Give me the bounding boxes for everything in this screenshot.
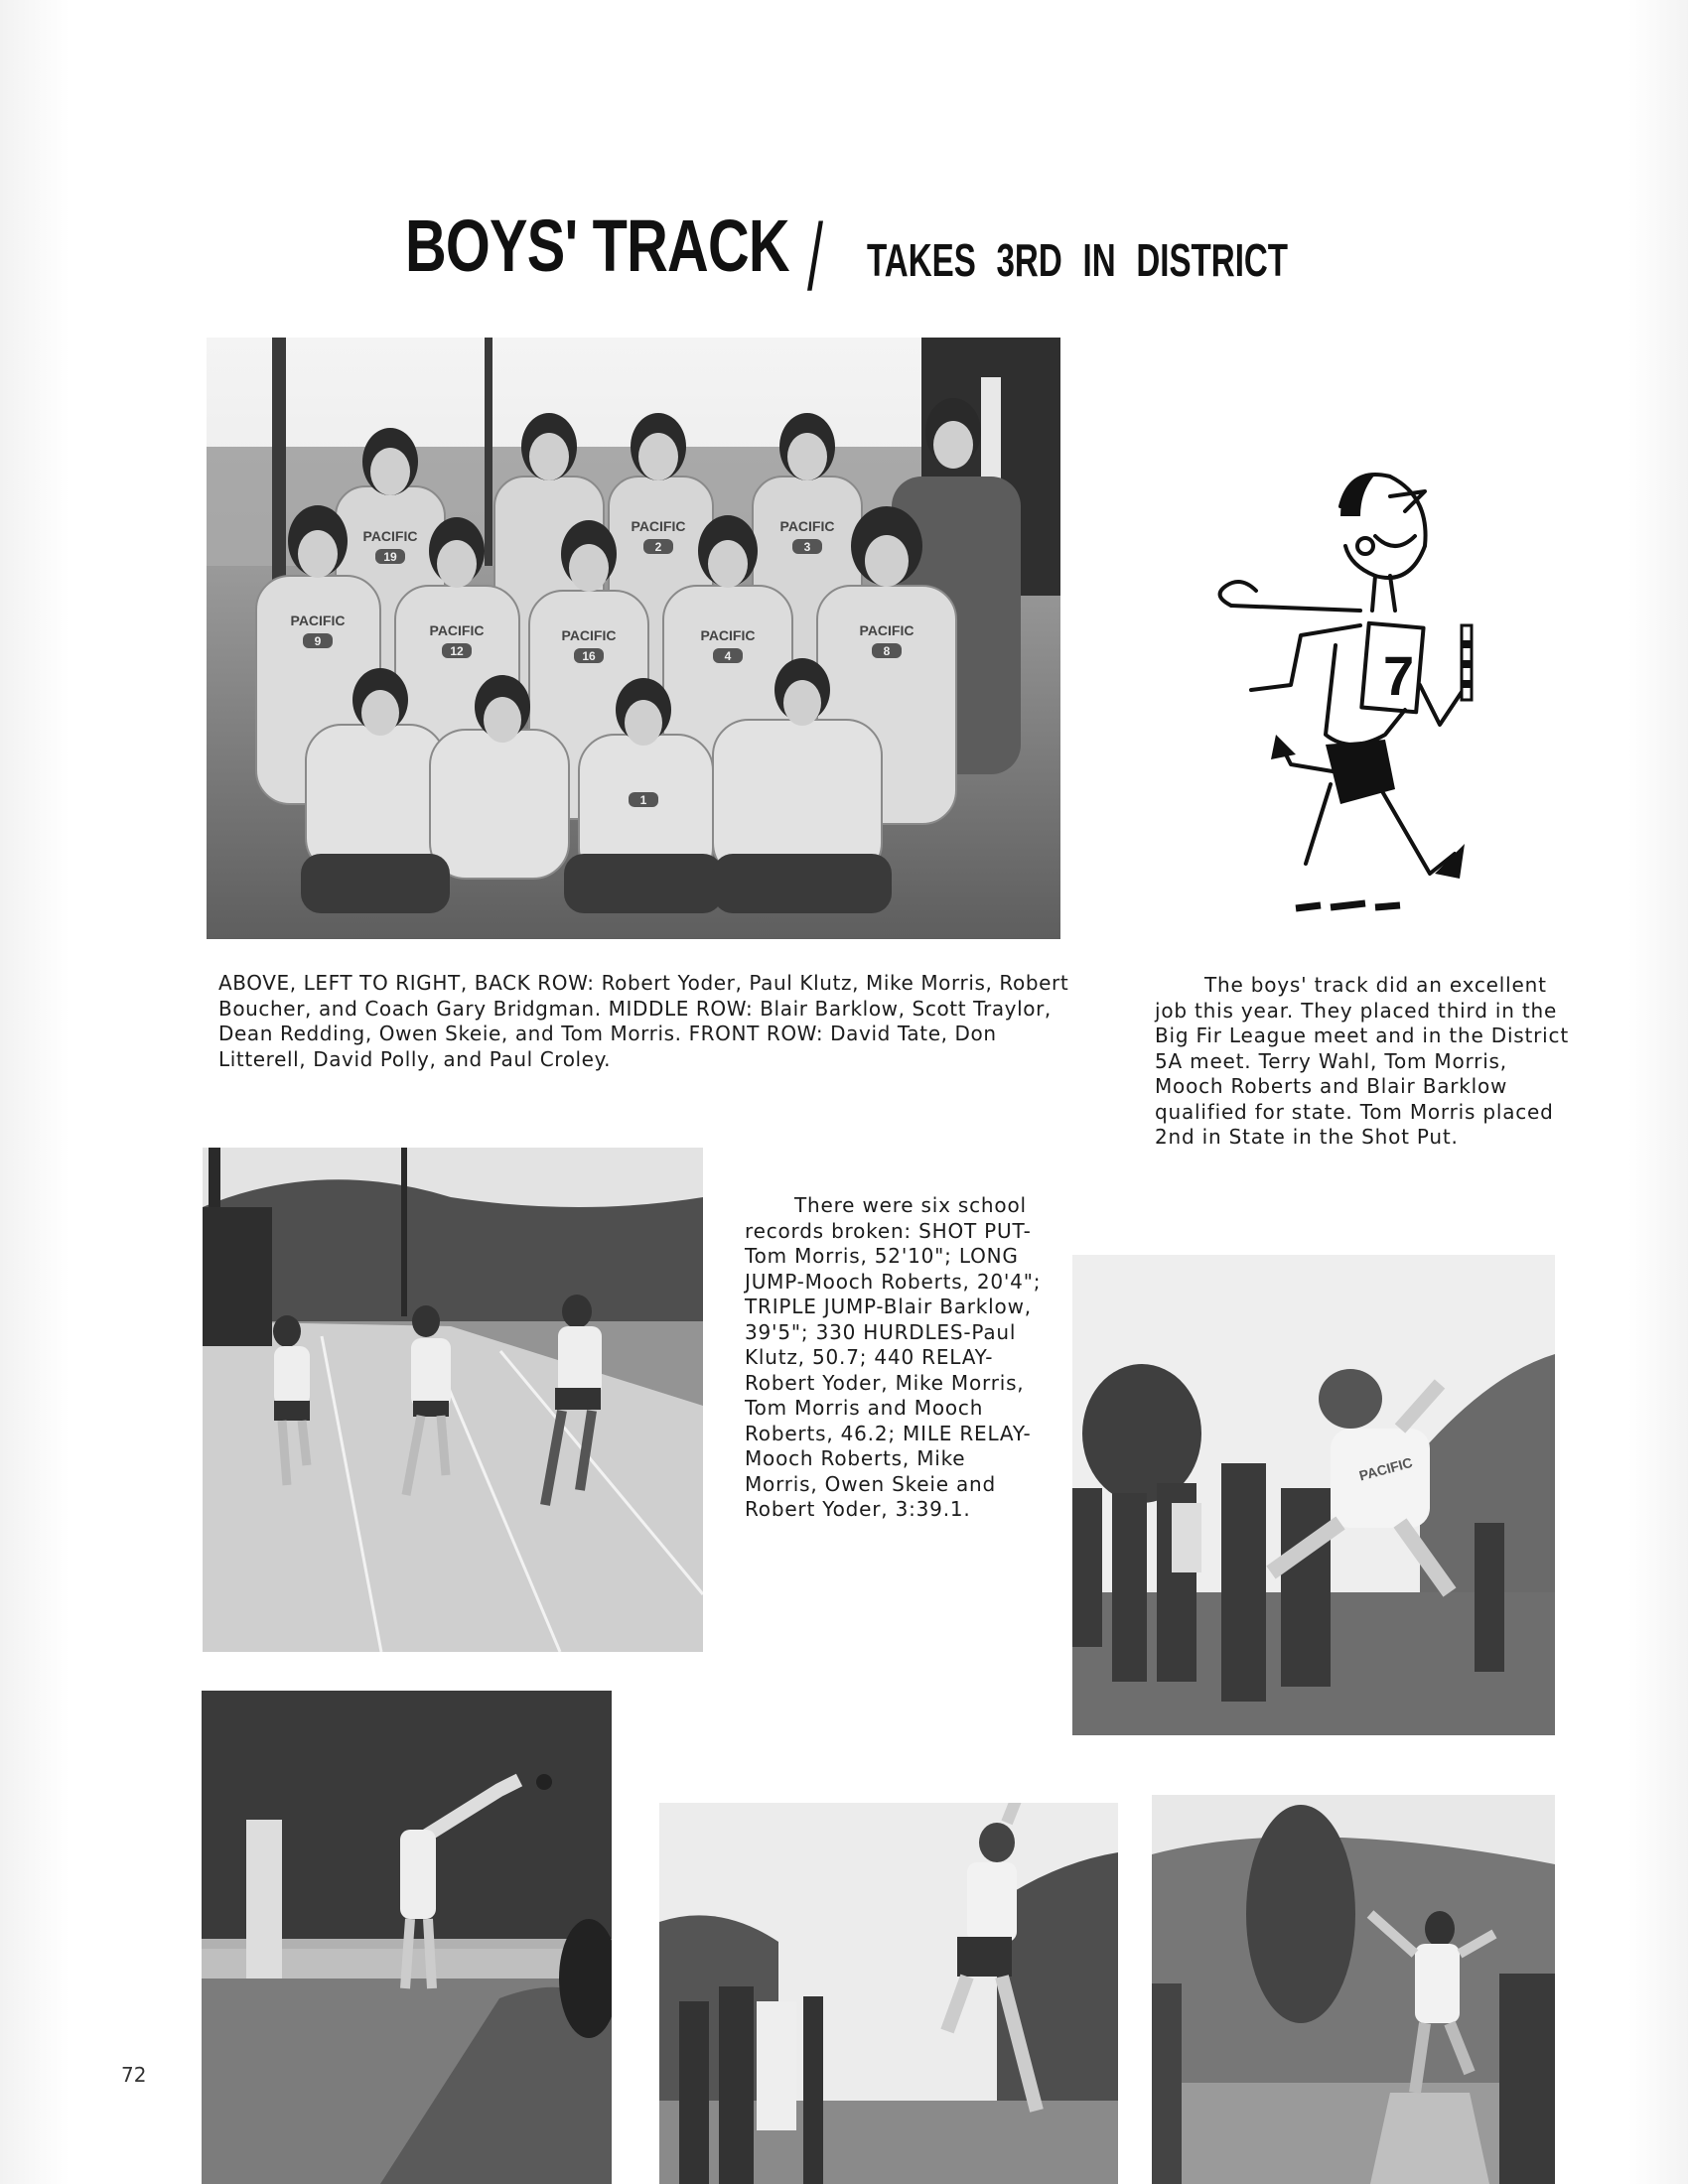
team-photo: [207, 338, 1060, 939]
jersey-label: PACIFIC: [779, 518, 835, 534]
jersey-number: 3: [803, 540, 811, 554]
team-caption-text: ABOVE, LEFT TO RIGHT, BACK ROW: Robert Yoder, Paul Klutz, Mike Morris, Robert Boucher, and Coach Gary Bridgman. MIDDLE ROW: Blair Barklow, Scott Traylor, Dean Redding, Owen Skeie, and Tom Morris. FRONT ROW: David Tate, Don Litterell, David Polly, and Paul Croley.: [218, 971, 1069, 1071]
high-jump-photo: [659, 1803, 1118, 2184]
jersey-label: PACIFIC: [631, 518, 686, 534]
title-main: BOYS' TRACK: [405, 205, 789, 287]
team-photo-caption: [218, 971, 1072, 1072]
jersey-label: PACIFIC: [429, 622, 485, 638]
jersey-number: 4: [724, 649, 732, 663]
jersey-label: PACIFIC: [362, 528, 418, 544]
title-separator: /: [807, 205, 824, 311]
jersey-number: 9: [314, 634, 322, 648]
jersey-label: PACIFIC: [561, 627, 617, 643]
records-text: There were six school records broken: SHOT PUT-Tom Morris, 52'10"; LONG JUMP-Mooch Roberts, 20'4"; TRIPLE JUMP-Blair Barklow, 39'5"; 330 HURDLES-Paul Klutz, 50.7; 440 RELAY-Robert Yoder, Mike Morris, Tom Morris and Mooch Roberts, 46.2; MILE RELAY-Mooch Roberts, Mike Morris, Owen Skeie and Robert Yoder, 3:39.1.: [745, 1193, 1042, 1521]
jersey-number: 12: [450, 644, 464, 658]
school-records: [745, 1193, 1043, 1523]
jersey-number: 8: [883, 644, 891, 658]
page-number: 72: [121, 2063, 147, 2087]
jersey-label: PACIFIC: [859, 622, 914, 638]
triple-jump-photo: [1152, 1795, 1555, 2184]
runner-mascot-illustration: [1201, 437, 1489, 923]
sprinters-photo: [203, 1148, 703, 1652]
jersey-label: PACIFIC: [1356, 1453, 1415, 1484]
title-subtitle: TAKES 3RD IN DISTRICT: [867, 234, 1289, 286]
summary-text: The boys' track did an excellent job this year. They placed third in the Big Fir League meet and in the District 5A meet. Terry Wahl, Tom Morris, Mooch Roberts and Blair Barklow qualified for state. Tom Morris placed 2nd in State in the Shot Put.: [1155, 973, 1569, 1149]
long-jump-photo: [1072, 1255, 1555, 1735]
jersey-label: PACIFIC: [700, 627, 756, 643]
jersey-number: 16: [582, 649, 596, 663]
season-summary: [1155, 973, 1582, 1151]
page-edge-right: [1628, 0, 1688, 2184]
jersey-number: 2: [654, 540, 662, 554]
jersey-label: PACIFIC: [290, 613, 346, 628]
jersey-number: 19: [383, 550, 397, 564]
shot-put-photo: [202, 1691, 612, 2184]
jersey-number: 1: [639, 793, 647, 807]
page-edge-left: [0, 0, 70, 2184]
page-title: [405, 204, 1289, 311]
bib-number: 7: [1383, 644, 1415, 707]
